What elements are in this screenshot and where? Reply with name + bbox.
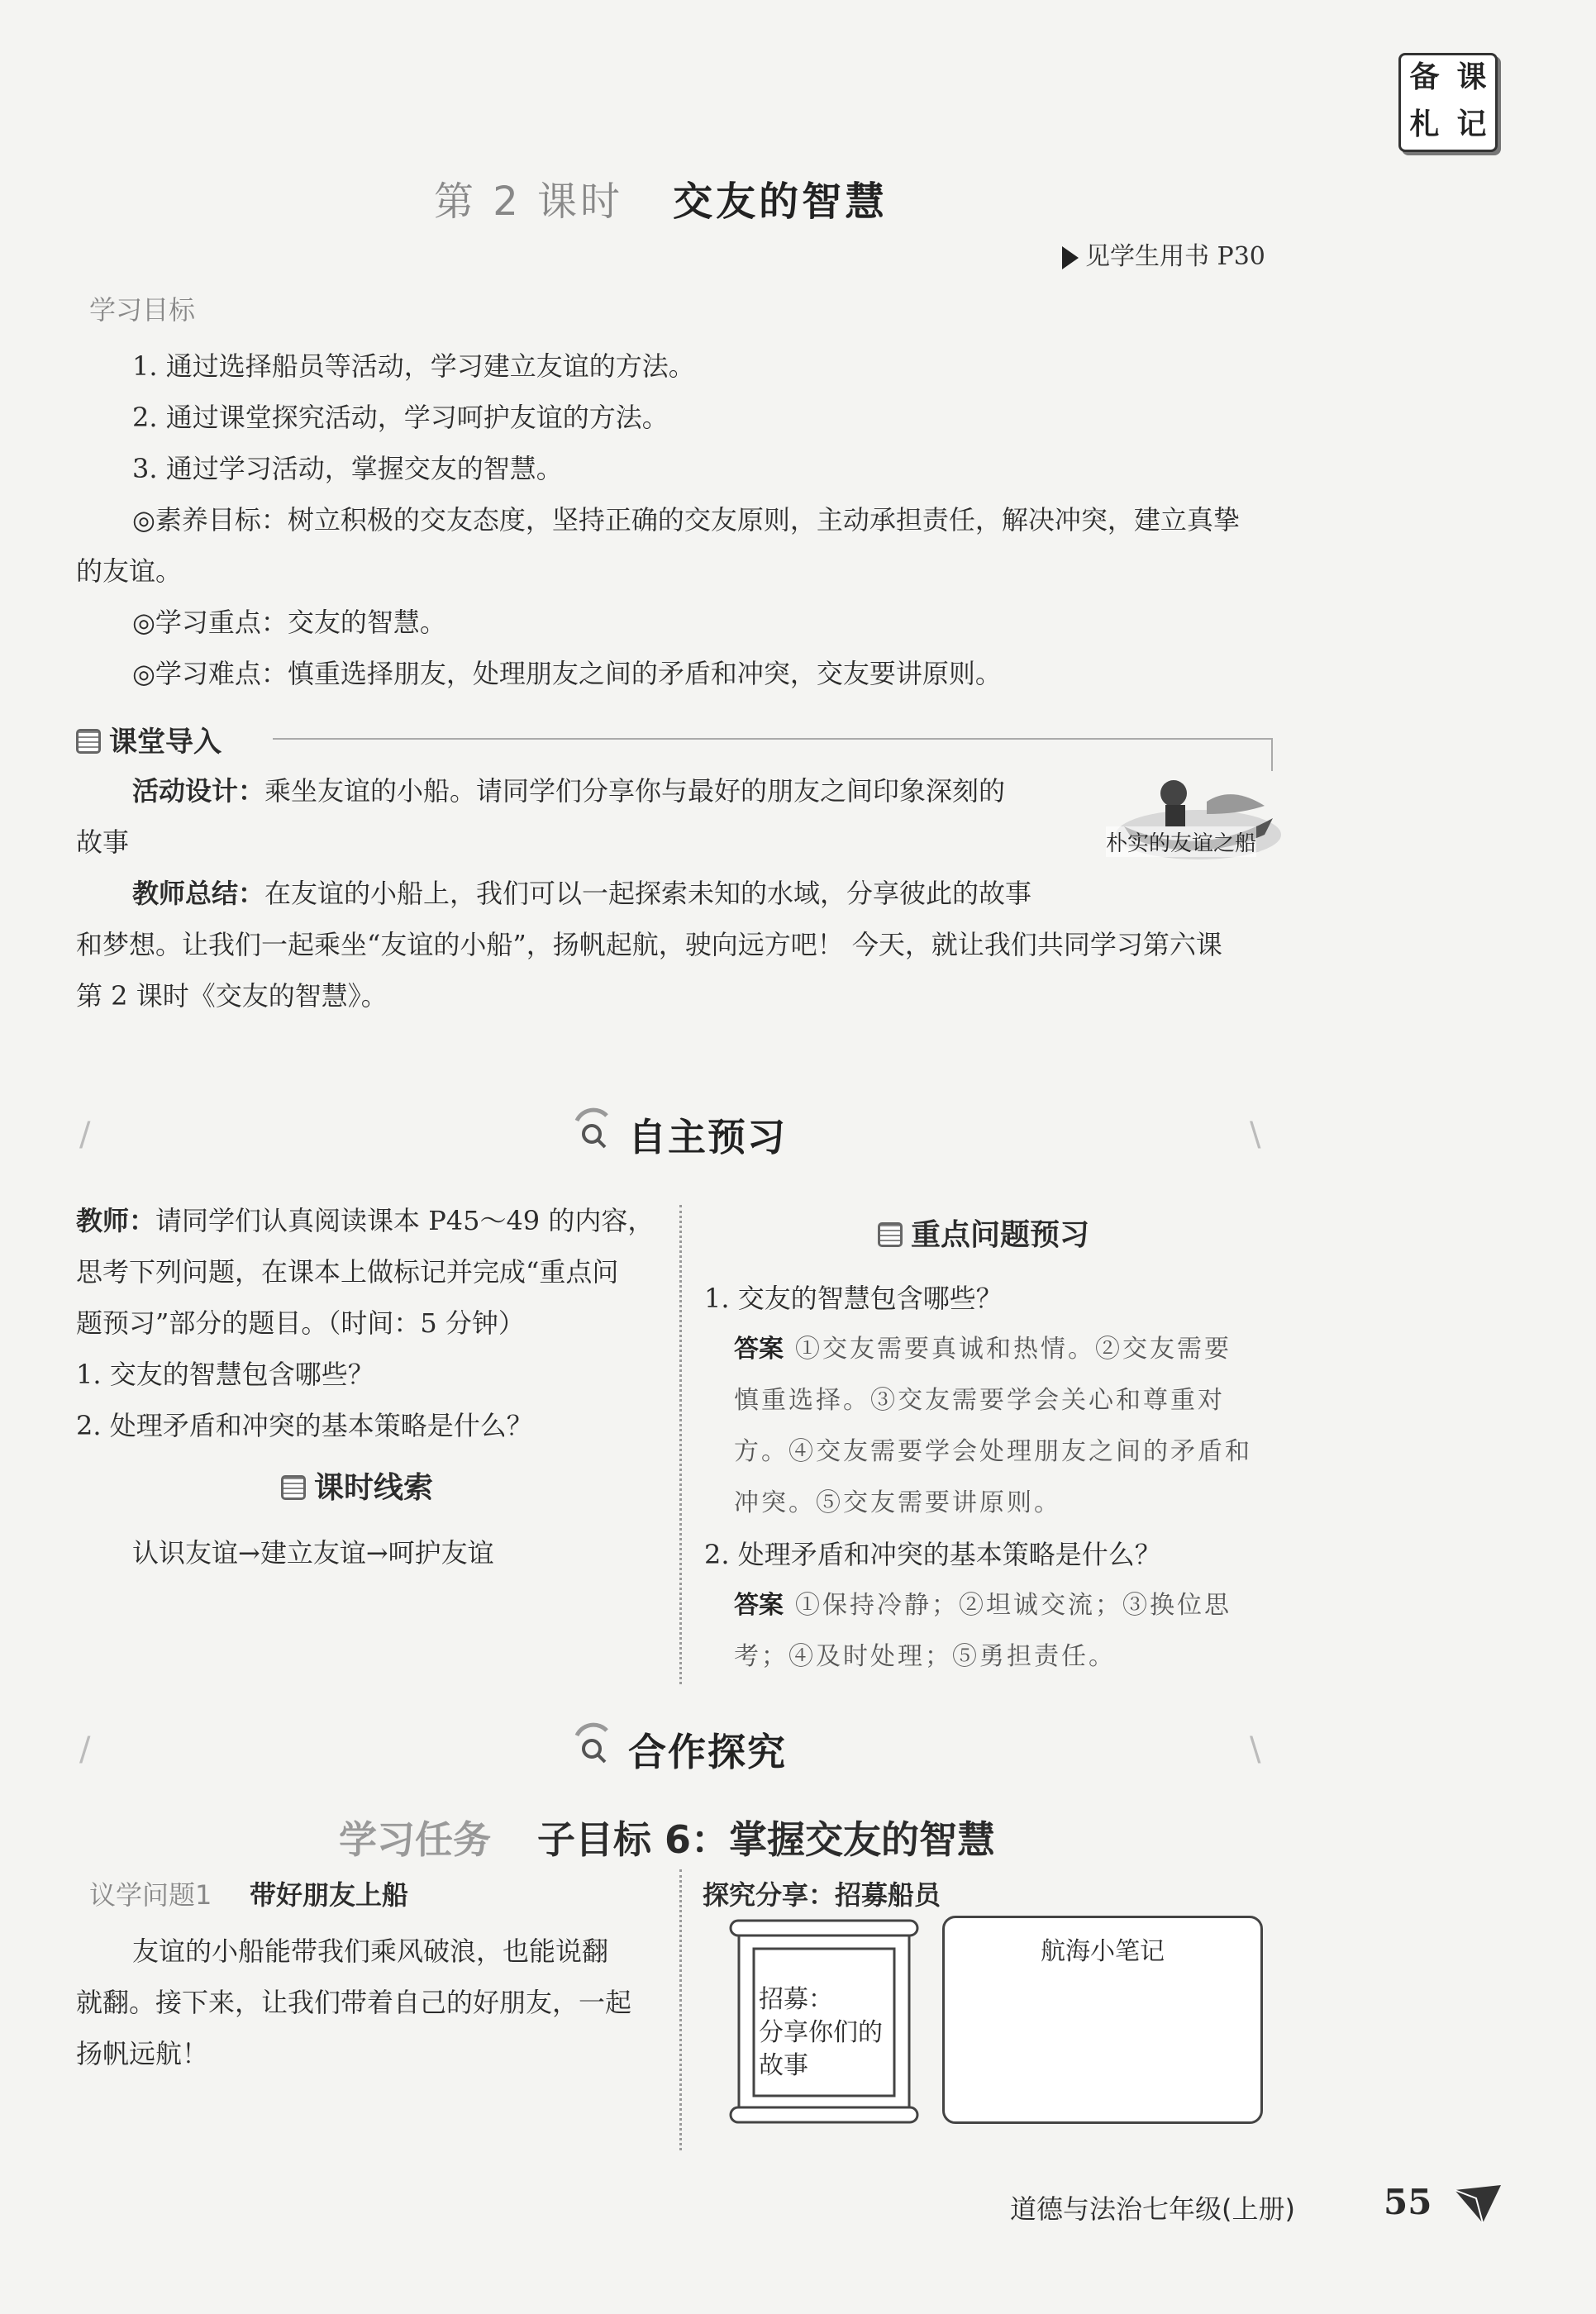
- preview-question: 1. 交友的智慧包含哪些？: [76, 1359, 374, 1390]
- teacher-summary-label: 教师总结：: [132, 878, 265, 909]
- lesson-number: 第 2 课时: [434, 179, 624, 225]
- clue-step: 建立友谊: [260, 1537, 366, 1569]
- lesson-notes-stamp: [1398, 53, 1498, 152]
- goal-line: 的友谊。: [76, 555, 183, 587]
- teacher-summary-text: 在友谊的小船上，我们可以一起探索未知的水域，分享彼此的故事: [264, 878, 1032, 909]
- question-text: 友谊的小船能带我们乘风破浪，也能说翻: [132, 1935, 609, 1967]
- answer-label: 答案: [734, 1335, 784, 1364]
- explore-share-heading: 探究分享：招募船员: [703, 1879, 941, 1911]
- answer-line: 慎重选择。③交友需要学会关心和尊重对: [734, 1386, 1225, 1415]
- teacher-label: 教师：: [76, 1205, 156, 1236]
- key-question: 2. 处理矛盾和冲突的基本策略是什么？: [704, 1539, 1161, 1570]
- teacher-summary: [132, 868, 1031, 919]
- goal-line: ◎素养目标：树立积极的交友态度，坚持正确的交友原则，主动承担责任，解决冲突，建立真挚: [132, 504, 1240, 536]
- decorative-slash: \: [1250, 1116, 1261, 1154]
- key-question-heading: [878, 1212, 1089, 1254]
- intro-heading-text: 课堂导入: [109, 726, 222, 759]
- answer-label: 答案: [734, 1591, 784, 1620]
- goal-line: ◎学习重点：交友的智慧。: [132, 607, 446, 638]
- activity-design-text: 乘坐友谊的小船。请同学们分享你与最好的朋友之间印象深刻的: [264, 775, 1006, 807]
- teacher-instruction-cont: 题预习”部分的题目。（时间：5 分钟）: [76, 1307, 525, 1339]
- book-title: 道德与法治七年级(上册): [1010, 2193, 1295, 2225]
- magnifier-icon: [570, 1721, 617, 1767]
- goal-line: 2. 通过课堂探究活动，学习呵护友谊的方法。: [132, 402, 669, 433]
- section-title-preview: 自主预习: [628, 1115, 787, 1159]
- goal-line: ◎学习难点：慎重选择朋友，处理朋友之间的矛盾和冲突，交友要讲原则。: [132, 658, 1002, 689]
- answer-line: 考；④及时处理；⑤勇担责任。: [734, 1642, 1116, 1671]
- reference-text: 见学生用书 P30: [1085, 242, 1265, 271]
- question-text: 就翻。接下来，让我们带着自己的好朋友，一起: [76, 1987, 632, 2018]
- lesson-title: [434, 169, 888, 226]
- task-title: 子目标 6：掌握交友的智慧: [537, 1817, 996, 1862]
- teacher-instruction-cont: 思考下列问题，在课本上做标记并完成“重点问: [76, 1256, 619, 1288]
- column-divider: [679, 1205, 682, 1684]
- scroll-line: 招募：: [759, 1985, 833, 2014]
- divider: [273, 738, 1273, 740]
- column-divider: [679, 1869, 682, 2150]
- page-number: 55: [1384, 2182, 1432, 2222]
- arrow-right-icon: →: [365, 1537, 388, 1569]
- teacher-summary-cont: 和梦想。让我们一起乘坐“友谊的小船”，扬帆起航，驶向远方吧！ 今天，就让我们共同学习第六课: [76, 929, 1222, 960]
- clue-heading: [281, 1464, 433, 1507]
- activity-design-cont: 故事: [76, 826, 130, 858]
- goals-label: 学习目标: [89, 294, 196, 326]
- activity-design-label: 活动设计：: [132, 775, 265, 807]
- clue-flow: [132, 1527, 494, 1578]
- teacher-instruction: [76, 1195, 654, 1246]
- stamp-char: 札: [1409, 107, 1440, 141]
- goal-line: 3. 通过学习活动，掌握交友的智慧。: [132, 453, 563, 484]
- arrow-right-icon: →: [238, 1537, 260, 1569]
- discussion-question-label: 议学问题1: [89, 1879, 212, 1911]
- sailing-notebook-title: 航海小笔记: [1041, 1937, 1165, 1966]
- stamp-char: 课: [1456, 60, 1487, 94]
- clue-step: 认识友谊: [132, 1537, 239, 1569]
- stamp-char: 记: [1456, 107, 1487, 141]
- answer-line: 冲突。⑤交友需要讲原则。: [734, 1488, 1061, 1517]
- question-text: 扬帆远航！: [76, 2038, 209, 2069]
- decorative-slash: /: [79, 1731, 91, 1769]
- intro-heading: [76, 719, 222, 759]
- recruit-scroll-text: [759, 1983, 883, 2083]
- section-title-explore: 合作探究: [628, 1730, 787, 1774]
- clue-step: 呵护友谊: [388, 1537, 494, 1569]
- goal-line: 1. 通过选择船员等活动，学习建立友谊的方法。: [132, 350, 695, 382]
- answer-line: [734, 1324, 1232, 1375]
- scroll-line: 分享你们的: [759, 2018, 883, 2047]
- decorative-slash: /: [79, 1116, 91, 1154]
- answer-line: [734, 1580, 1232, 1631]
- notebook-icon: [878, 1222, 903, 1247]
- student-book-reference: [1062, 236, 1265, 272]
- answer-line: 方。④交友需要学会处理朋友之间的矛盾和: [734, 1437, 1252, 1466]
- divider: [1271, 738, 1273, 771]
- answer-text: ①交友需要真诚和热情。②交友需要: [795, 1335, 1232, 1364]
- image-caption: 朴实的友谊之船: [1106, 826, 1256, 857]
- scroll-line: 故事: [759, 2051, 808, 2080]
- teacher-instruction-text: 请同学们认真阅读课本 P45～49 的内容，: [155, 1205, 655, 1236]
- notebook-icon: [76, 729, 101, 754]
- key-question-heading-text: 重点问题预习: [911, 1218, 1090, 1252]
- learning-task: [339, 1810, 995, 1864]
- clue-heading-text: 课时线索: [314, 1471, 434, 1505]
- magnifier-icon: [570, 1106, 617, 1152]
- lesson-name: 交友的智慧: [673, 179, 889, 225]
- key-question: 1. 交友的智慧包含哪些？: [704, 1283, 1003, 1314]
- answer-text: ①保持冷静；②坦诚交流；③换位思: [795, 1591, 1232, 1620]
- teacher-summary-cont: 第 2 课时《交友的智慧》。: [76, 980, 388, 1012]
- corner-arrow-icon: [1451, 2182, 1504, 2226]
- activity-design: [132, 765, 1005, 817]
- decorative-slash: \: [1250, 1731, 1261, 1769]
- stamp-char: 备: [1409, 60, 1440, 94]
- task-label: 学习任务: [339, 1817, 491, 1862]
- notebook-icon: [281, 1475, 306, 1500]
- preview-question: 2. 处理矛盾和冲突的基本策略是什么？: [76, 1410, 533, 1441]
- play-triangle-icon: [1062, 246, 1079, 269]
- discussion-question-title: 带好朋友上船: [250, 1879, 409, 1911]
